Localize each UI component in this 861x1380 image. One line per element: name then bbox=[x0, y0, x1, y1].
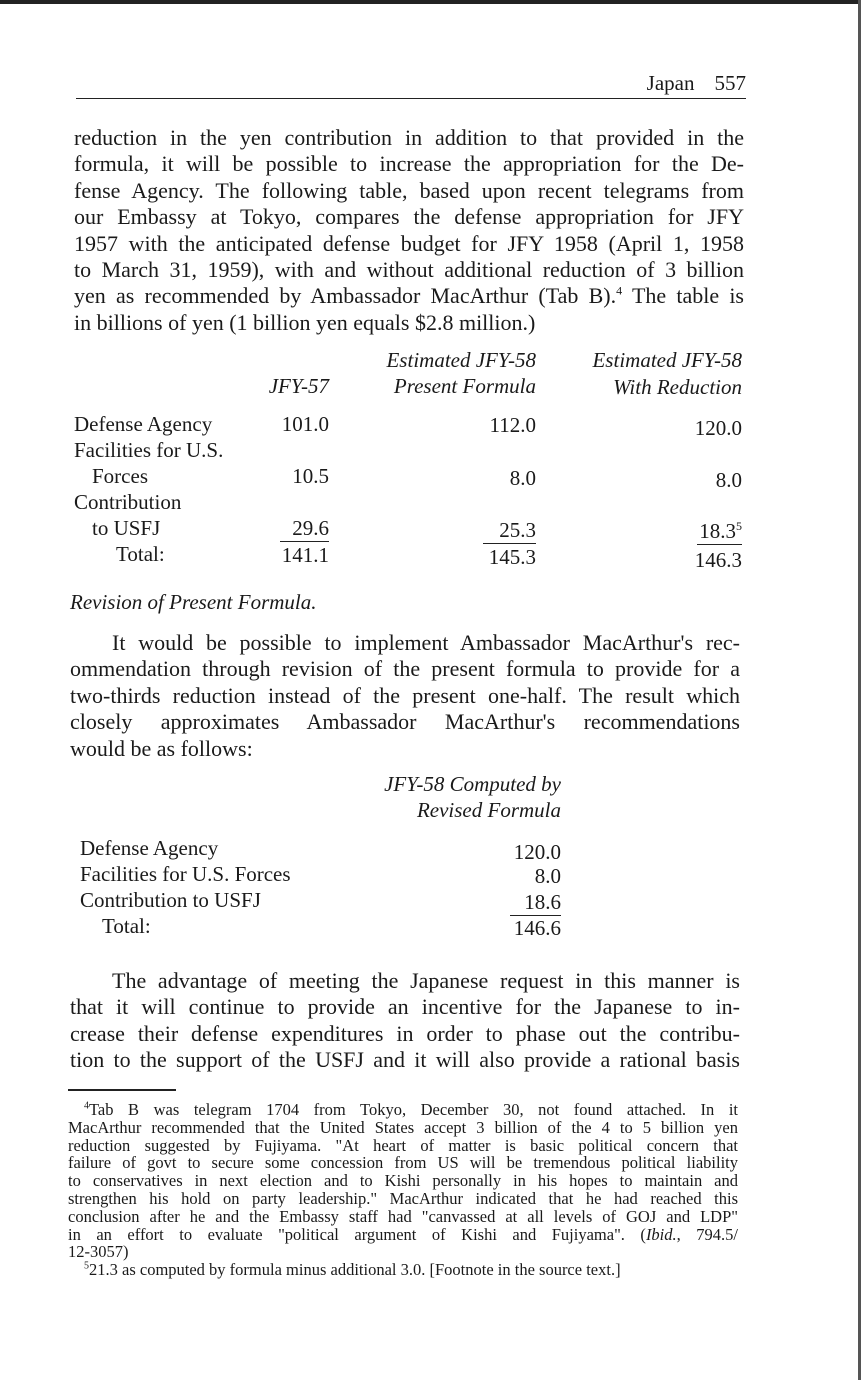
text-line: reduction in the yen contribution in addition to that provided in the bbox=[74, 125, 744, 150]
text-line: It would be possible to implement Ambassador MacArthur's rec- bbox=[112, 630, 740, 655]
cell: 112.0 bbox=[489, 413, 536, 437]
text-line: 1957 with the anticipated defense budget for JFY 1958 (April 1, 1958 bbox=[74, 230, 744, 256]
text-line: would be as follows: bbox=[70, 735, 253, 761]
footnote-line: conclusion after he and the Embassy staff had "canvassed at all levels of GOJ and LDP" bbox=[68, 1206, 738, 1226]
row-label-contribution-2: to USFJ bbox=[92, 516, 161, 540]
text-fragment: Tab B was telegram 1704 from Tokyo, December 30, not found attached. In it bbox=[89, 1100, 738, 1119]
cell bbox=[600, 519, 742, 544]
revision-paragraph bbox=[70, 630, 740, 762]
header-title bbox=[627, 71, 746, 96]
row-label-total: Total: bbox=[102, 914, 151, 938]
intro-paragraph bbox=[74, 125, 744, 336]
text-fragment: The table is bbox=[631, 283, 744, 309]
cell: 8.0 bbox=[534, 864, 561, 888]
col-header-present-2: Present Formula bbox=[393, 374, 536, 398]
text-line: to March 31, 1959), with and without additional reduction of 3 billion bbox=[74, 257, 744, 283]
footnote-line bbox=[68, 1226, 738, 1244]
text-line: formula, it will be possible to increase the appropriation for the De- bbox=[74, 151, 744, 177]
footnote-line: to conservatives in next election and to Kishi personally in his hopes to maintain and bbox=[68, 1171, 738, 1191]
footnote-marker: 4 bbox=[84, 1100, 89, 1112]
footnote-5 bbox=[68, 1261, 738, 1279]
header-section: Japan bbox=[646, 71, 695, 95]
header-page-number: 557 bbox=[714, 71, 746, 95]
footnote-rule bbox=[68, 1089, 176, 1091]
col-header-revised-1: JFY-58 Computed by bbox=[384, 772, 561, 796]
row-label-total: Total: bbox=[116, 542, 165, 566]
text-line: closely approximates Ambassador MacArthur's recommendations bbox=[70, 709, 740, 735]
cell-text: 18.3 bbox=[699, 519, 736, 543]
row-label-facilities: Facilities for U.S. bbox=[74, 438, 224, 462]
footnote-4 bbox=[68, 1101, 738, 1279]
footnote-line bbox=[68, 1101, 738, 1119]
text-line: two-thirds reduction instead of the present one-half. The result which bbox=[70, 682, 740, 708]
cell: 120.0 bbox=[694, 416, 742, 440]
cell-value: 29.6 bbox=[280, 516, 329, 542]
cell: 146.3 bbox=[694, 548, 742, 572]
row-label: Defense Agency bbox=[80, 836, 219, 860]
cell: 10.5 bbox=[292, 464, 329, 488]
text-line: The advantage of meeting the Japanese request in this manner is bbox=[112, 968, 740, 993]
text-line: that it will continue to provide an incentive for the Japanese to in- bbox=[70, 994, 740, 1020]
text-fragment: yen as recommended by Ambassador MacArthur (Tab B). bbox=[74, 283, 617, 309]
cell: 120.0 bbox=[513, 840, 561, 864]
cell: 8.0 bbox=[509, 466, 536, 490]
text-fragment-italic: Ibid. bbox=[645, 1224, 677, 1244]
cell: 101.0 bbox=[281, 412, 329, 436]
text-line: in billions of yen (1 billion yen equals $2.8 million.) bbox=[74, 309, 536, 335]
running-header bbox=[76, 70, 746, 99]
row-label-defense: Defense Agency bbox=[74, 412, 213, 436]
section-heading: Revision of Present Formula. bbox=[70, 590, 317, 614]
text-line bbox=[74, 283, 744, 309]
cell: 145.3 bbox=[488, 545, 536, 569]
text-line: tion to the support of the USFJ and it will also provide a rational basis bbox=[70, 1047, 740, 1073]
row-label-contribution: Contribution bbox=[74, 490, 182, 514]
footnote-ref-4: 4 bbox=[616, 284, 623, 299]
advantage-paragraph bbox=[70, 968, 740, 1074]
cell: 141.1 bbox=[281, 543, 329, 567]
footnote-line: MacArthur recommended that the United States accept 3 billion of the 4 to 5 billion yen bbox=[68, 1117, 738, 1137]
cell: 146.6 bbox=[513, 916, 561, 940]
cell bbox=[420, 518, 536, 543]
col-header-revised-2: Revised Formula bbox=[416, 798, 561, 822]
footnote-line: failure of govt to secure some concession from US will be tremendous political liability bbox=[68, 1153, 738, 1173]
cell-value: 25.3 bbox=[483, 518, 536, 544]
text-line: our Embassy at Tokyo, compares the defense appropriation for JFY bbox=[74, 204, 744, 230]
footnote-line: reduction suggested by Fujiyama. "At heart of matter is basic political concern that bbox=[68, 1135, 738, 1155]
text-line: crease their defense expenditures in order to phase out the contribu- bbox=[70, 1020, 740, 1046]
col-header-reduction-1: Estimated JFY-58 bbox=[592, 348, 742, 372]
footnote-line: 12-3057) bbox=[68, 1242, 129, 1262]
footnote-ref-5: 5 bbox=[736, 519, 742, 533]
col-header-reduction-2: With Reduction bbox=[613, 375, 742, 399]
text-line: fense Agency. The following table, based upon recent telegrams from bbox=[74, 177, 744, 203]
footnote-line: strengthen his hold on party leadership." MacArthur indicated that he had reached this bbox=[68, 1188, 738, 1208]
row-label-facilities-2: Forces bbox=[92, 464, 148, 488]
cell bbox=[240, 516, 329, 541]
cell-value bbox=[697, 519, 742, 545]
row-label: Facilities for U.S. Forces bbox=[80, 862, 291, 886]
col-header-jfy57: JFY-57 bbox=[268, 374, 329, 398]
col-header-present-1: Estimated JFY-58 bbox=[386, 348, 536, 372]
text-fragment: in an effort to evaluate "political argument of Kishi and Fujiyama". ( bbox=[68, 1224, 646, 1244]
text-fragment: 21.3 as computed by formula minus additional 3.0. [Footnote in the source text.] bbox=[89, 1260, 621, 1280]
page-top-border bbox=[0, 0, 861, 4]
cell: 8.0 bbox=[715, 468, 742, 492]
footnote-marker: 5 bbox=[84, 1260, 89, 1272]
row-label: Contribution to USFJ bbox=[80, 888, 261, 912]
text-fragment: , 794.5/ bbox=[676, 1224, 738, 1244]
cell-value: 18.6 bbox=[510, 890, 561, 916]
cell bbox=[460, 890, 561, 915]
text-line: ommendation through revision of the present formula to provide for a bbox=[70, 656, 740, 682]
